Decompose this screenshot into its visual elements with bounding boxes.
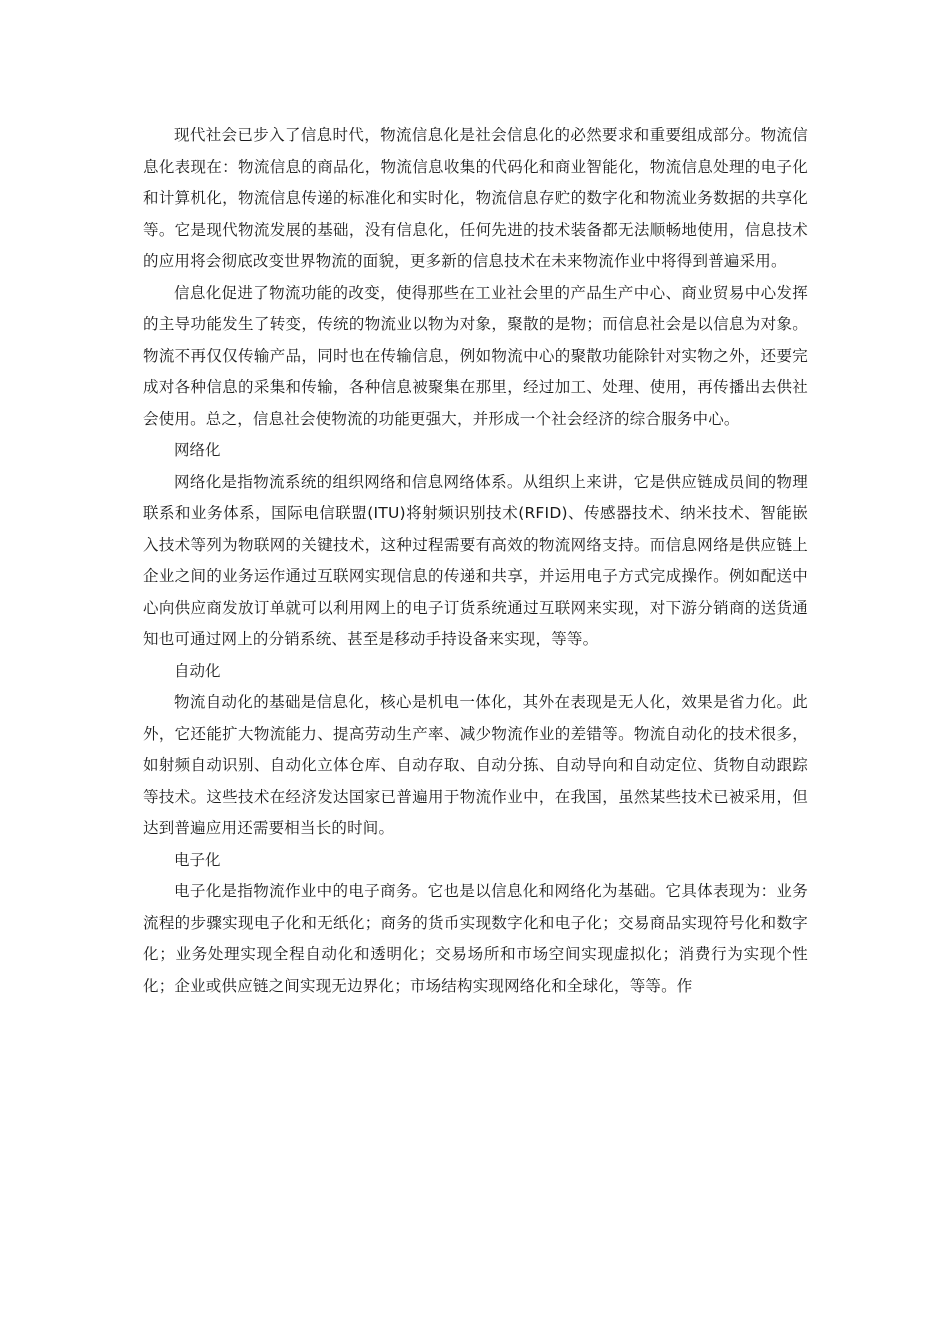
heading-automation: 自动化 (174, 661, 221, 680)
heading-networking: 网络化 (174, 441, 221, 459)
paragraph-informatization: 现代社会已步入了信息时代，物流信息化是社会信息化的必然要求和重要组成部分。物流信息化表现在：物流信息的商品化，物流信息收集的代码化和商业智能化，物流信息处理的电子化和计算机化，物流信息传递的标准化和实时化，物流信息存贮的数字化和物流业务数据的共享化等。它是现代物流发展的基础，没有信息化，任何先进的技术装备都无法顺畅地使用，信息技术的应用将会彻底改变世界物流的面貌，更多新的信息技术在未来物流作业中将得到普遍采用。 (143, 126, 808, 270)
paragraph-function-change: 信息化促进了物流功能的改变，使得那些在工业社会里的产品生产中心、商业贸易中心发挥的主导功能发生了转变，传统的物流业以物为对象，聚散的是物；而信息社会是以信息为对象。物流不再仅仅传输产品，同时也在传输信息，例如物流中心的聚散功能除针对实物之外，还要完成对各种信息的采集和传输，各种信息被聚集在那里，经过加工、处理、使用，再传播出去供社会使用。总之，信息社会使物流的功能更强大，并形成一个社会经济的综合服务中心。 (143, 283, 808, 428)
document-body (143, 120, 808, 1002)
paragraph-networking: 网络化是指物流系统的组织网络和信息网络体系。从组织上来讲，它是供应链成员间的物理联系和业务体系，国际电信联盟(ITU)将射频识别技术(RFID)、传感器技术、纳米技术、智能嵌入技术等列为物联网的关键技术，这种过程需要有高效的物流网络支持。而信息网络是供应链上企业之间的业务运作通过互联网实现信息的传递和共享，并运用电子方式完成操作。例如配送中心向供应商发放订单就可以利用网上的电子订货系统通过互联网来实现，对下游分销商的送货通知也可通过网上的分销系统、甚至是移动手持设备来实现，等等。 (143, 472, 808, 648)
heading-electronic: 电子化 (174, 850, 221, 869)
paragraph-electronic: 电子化是指物流作业中的电子商务。它也是以信息化和网络化为基础。它具体表现为：业务流程的步骤实现电子化和无纸化；商务的货币实现数字化和电子化；交易商品实现符号化和数字化；业务处理实现全程自动化和透明化；交易场所和市场空间实现虚拟化；消费行为实现个性化；企业或供应链之间实现无边界化；市场结构实现网络化和全球化，等等。作 (143, 882, 808, 995)
paragraph-automation: 物流自动化的基础是信息化，核心是机电一体化，其外在表现是无人化，效果是省力化。此外，它还能扩大物流能力、提高劳动生产率、减少物流作业的差错等。物流自动化的技术很多，如射频自动识别、自动化立体仓库、自动存取、自动分拣、自动导向和自动定位、货物自动跟踪等技术。这些技术在经济发达国家已普遍用于物流作业中，在我国，虽然某些技术已被采用，但达到普遍应用还需要相当长的时间。 (143, 693, 808, 837)
